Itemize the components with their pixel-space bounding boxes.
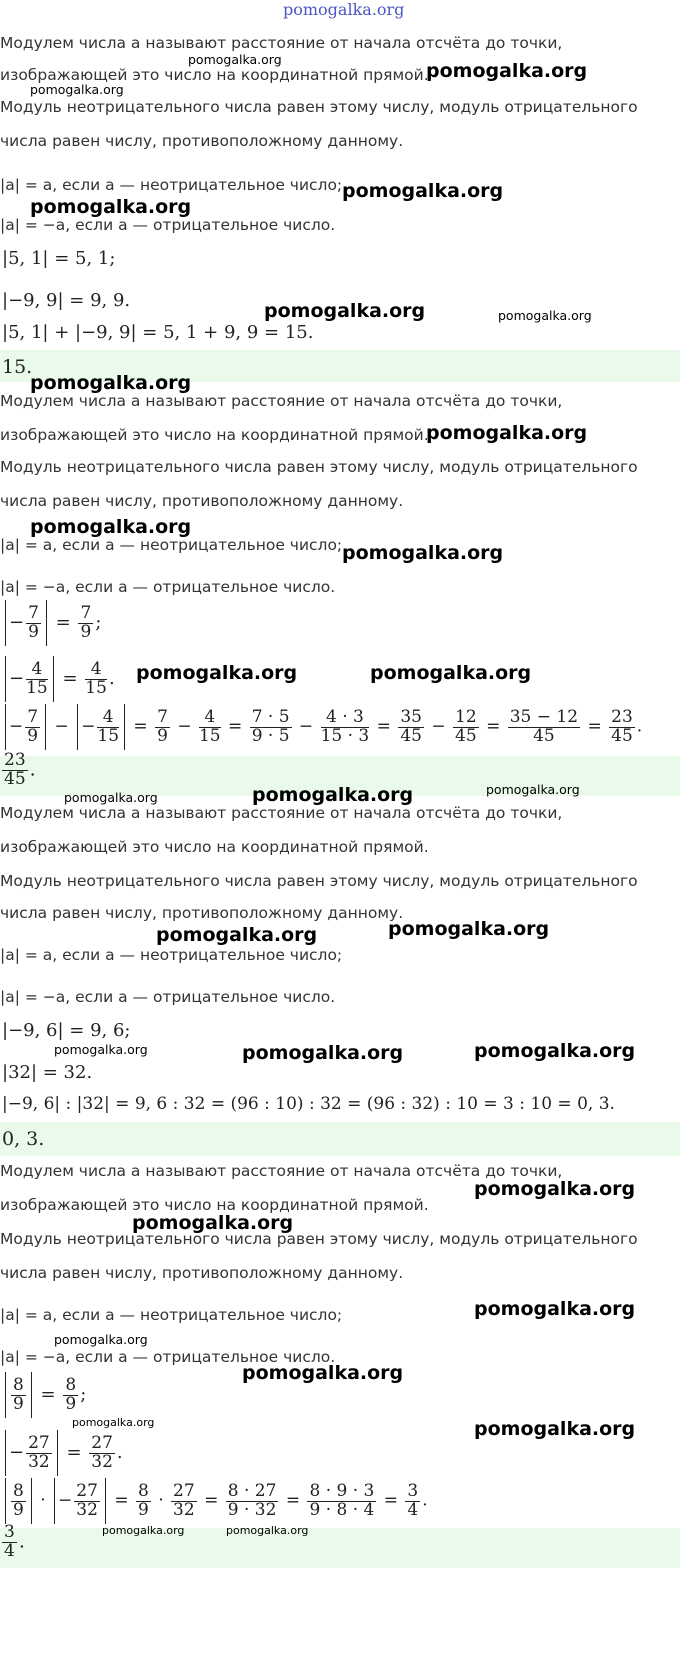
watermark: pomogalka.org (486, 782, 580, 797)
theory-line: числа равен числу, противоположному данному. (0, 492, 404, 510)
answer: $\frac{23}{45}$ . (4, 750, 36, 789)
watermark: pomogalka.org (54, 1042, 148, 1057)
answer: 15. (2, 356, 33, 378)
answer: 0, 3. (2, 1128, 45, 1150)
watermark: pomogalka.org (426, 422, 588, 444)
watermark: pomogalka.org (72, 1416, 155, 1429)
solution-line: − $\frac{7}{9}$ = $\frac{7}{9}$ ; (2, 600, 101, 646)
watermark: pomogalka.org (474, 1418, 636, 1440)
solution-line: |5, 1| + |−9, 9| = 5, 1 + 9, 9 = 15. (2, 322, 314, 343)
watermark: pomogalka.org (102, 1524, 185, 1537)
theory-line: изображающей это число на координатной прямой. (0, 66, 429, 84)
rule-line: |a| = a, если a — неотрицательное число; (0, 946, 343, 964)
solution-line: − $\frac{4}{15}$ = $\frac{4}{15}$ . (2, 656, 115, 702)
watermark: pomogalka.org (474, 1298, 636, 1320)
theory-line: Модулем числа a называют расстояние от начала отсчёта до точки, (0, 1162, 563, 1180)
answer-band (0, 1122, 680, 1156)
watermark: pomogalka.org (64, 790, 158, 805)
theory-line: Модуль неотрицательного числа равен этому числу, модуль отрицательного (0, 1230, 638, 1248)
watermark: pomogalka.org (136, 662, 298, 684)
rule-line: |a| = a, если a — неотрицательное число; (0, 1306, 343, 1324)
solution-line: |5, 1| = 5, 1; (2, 248, 116, 269)
theory-line: Модулем числа a называют расстояние от начала отсчёта до точки, (0, 804, 563, 822)
watermark: pomogalka.org (342, 180, 504, 202)
rule-line: |a| = −a, если a — отрицательное число. (0, 216, 336, 234)
watermark: pomogalka.org (474, 1040, 636, 1062)
watermark: pomogalka.org (132, 1212, 294, 1234)
watermark: pomogalka.org (474, 1178, 636, 1200)
rule-line: |a| = −a, если a — отрицательное число. (0, 988, 336, 1006)
watermark: pomogalka.org (30, 516, 192, 538)
theory-line: числа равен числу, противоположному данному. (0, 132, 404, 150)
watermark: pomogalka.org (226, 1524, 309, 1537)
rule-line: |a| = −a, если a — отрицательное число. (0, 578, 336, 596)
watermark: pomogalka.org (30, 196, 192, 218)
theory-line: Модулем числа a называют расстояние от начала отсчёта до точки, (0, 34, 563, 52)
rule-line: |a| = a, если a — неотрицательное число; (0, 176, 343, 194)
watermark: pomogalka.org (370, 662, 532, 684)
watermark: pomogalka.org (388, 918, 550, 940)
solution-line: − $\frac{27}{32}$ = $\frac{27}{32}$ . (2, 1430, 123, 1476)
watermark: pomogalka.org (342, 542, 504, 564)
watermark: pomogalka.org (54, 1332, 148, 1347)
theory-line: изображающей это число на координатной прямой. (0, 1196, 429, 1214)
rule-line: |a| = −a, если a — отрицательное число. (0, 1348, 336, 1366)
watermark: pomogalka.org (242, 1042, 404, 1064)
solution-line: |−9, 9| = 9, 9. (2, 290, 131, 311)
solution-line: − $\frac{7}{9}$ − − $\frac{4}{15}$ = $\frac{7}{9}$ − $\frac{4}{15}$ = $\frac{7 \cdot 5}{9 \cdot 5}$ − $\frac{4 \cdot 3}{15 \cdot 3}$ = $\frac{35}{45}$ − $\frac{12}{45}$ = $\frac{35 - 12}{45}$ = $\frac{23}{45}$ . (2, 704, 642, 750)
solution-line: |−9, 6| = 9, 6; (2, 1020, 131, 1041)
watermark: pomogalka.org (242, 1362, 404, 1384)
theory-line: Модулем числа a называют расстояние от начала отсчёта до точки, (0, 392, 563, 410)
solution-line: $\frac{8}{9}$ · − $\frac{27}{32}$ = $\frac{8}{9}$ · $\frac{27}{32}$ = $\frac{8 \cdot 27}{9 \cdot 32}$ = $\frac{8 \cdot 9 \cdot 3}{9 \cdot 8 \cdot 4}$ = $\frac{3}{4}$ . (2, 1478, 428, 1524)
theory-line: Модуль неотрицательного числа равен этому числу, модуль отрицательного (0, 458, 638, 476)
top-watermark: pomogalka.org (283, 0, 405, 19)
watermark: pomogalka.org (188, 52, 282, 67)
watermark: pomogalka.org (498, 308, 592, 323)
watermark: pomogalka.org (426, 60, 588, 82)
solution-line: $\frac{8}{9}$ = $\frac{8}{9}$ ; (2, 1372, 86, 1418)
watermark: pomogalka.org (30, 82, 124, 97)
solution-line: |32| = 32. (2, 1062, 93, 1083)
rule-line: |a| = a, если a — неотрицательное число; (0, 536, 343, 554)
theory-line: изображающей это число на координатной прямой. (0, 426, 429, 444)
watermark: pomogalka.org (252, 784, 414, 806)
theory-line: Модуль неотрицательного числа равен этому числу, модуль отрицательного (0, 98, 638, 116)
solution-line: |−9, 6| : |32| = 9, 6 : 32 = (96 : 10) : 32 = (96 : 32) : 10 = 3 : 10 = 0, 3. (2, 1094, 615, 1114)
watermark: pomogalka.org (156, 924, 318, 946)
theory-line: Модуль неотрицательного числа равен этому числу, модуль отрицательного (0, 872, 638, 890)
theory-line: числа равен числу, противоположному данному. (0, 1264, 404, 1282)
answer: $\frac{3}{4}$ . (4, 1522, 25, 1561)
theory-line: числа равен числу, противоположному данному. (0, 904, 404, 922)
theory-line: изображающей это число на координатной прямой. (0, 838, 429, 856)
watermark: pomogalka.org (264, 300, 426, 322)
watermark: pomogalka.org (30, 372, 192, 394)
